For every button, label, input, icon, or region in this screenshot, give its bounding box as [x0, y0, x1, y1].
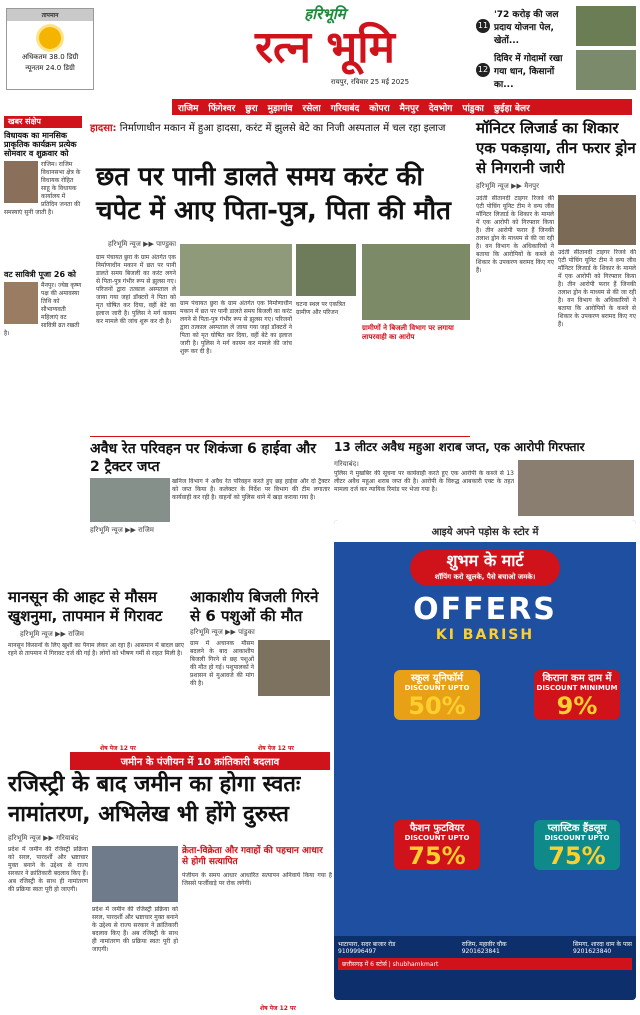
lead-headline[interactable]	[96, 160, 476, 228]
ad-address-bar: छत्तीसगढ़ में 6 स्टोर्स | shubhamkmart	[338, 958, 632, 970]
brief-text: मैनपुर। ज्येष्ठ कृष्ण पक्ष की अमावस्या तिथि को सौभाग्यवती महिलाएं वट सावित्री व्रत रखती है।	[4, 282, 82, 337]
ad-brand-sub: शॉपिंग करो खुलके, पैसे बचाओ जमके।	[434, 573, 536, 581]
bag-name: किराना कम दाम में	[542, 673, 612, 684]
store-name: राजिम, महावीर चौक	[461, 941, 507, 948]
ad-brand-name: शुभम के मार्ट	[446, 551, 524, 570]
kicker-label: हादसा:	[90, 123, 117, 134]
edition-item[interactable]: देवभोग	[428, 103, 453, 114]
land-photo	[92, 846, 178, 902]
ear-photo	[576, 50, 636, 90]
right-headline[interactable]: मॉनिटर लिजार्ड का शिकार एक पकड़ाया, तीन फरार ड्रोन से निगरानी जारी	[476, 119, 636, 177]
edition-item[interactable]: मैनपुर	[399, 103, 419, 114]
store-item	[462, 940, 507, 955]
ad-offer-bag	[394, 670, 480, 720]
brief-title[interactable]: वट सावित्री पूजा 26 को	[4, 270, 77, 279]
weather-label: तापमान	[7, 9, 93, 21]
liquor-body: पुलिस ने मुखबिर की सूचना पर कार्यवाही करते हुए एक आरोपी के कब्जे से 13 लीटर अवैध महुआ शराब जप्त की है। आरोपी के विरुद्ध आबकारी एक्ट के तहत मामला दर्ज कर न्यायिक रिमांड पर भेजा गया है।	[334, 470, 514, 493]
store-item	[573, 940, 632, 955]
lead-photo-3	[362, 244, 470, 320]
lead-kicker	[90, 120, 470, 134]
bag-name: प्लास्टिक हैंडलूम	[547, 823, 607, 834]
right-body: उदंती सीतानदी टाइगर रिजर्व की एंटी पोचिंग यूनिट टीम ने वन्य जीव मॉनिटर लिजार्ड के शिकार के मामले में एक आरोपी को गिरफ्तार किया है। तीन आरोपी फरार हैं जिनकी तलाश ड्रोन के माध्यम से की जा रही है। वन विभाग के अधिकारियों ने बताया कि आरोपियों के कब्जे से शिकार के उपकरण बरामद किए गए हैं।	[476, 195, 554, 274]
bag-pct: 75%	[408, 842, 466, 870]
temp-max: अधिकतम 38.0 डिग्री	[21, 53, 79, 61]
brief-title[interactable]: विधायक का मानसिक प्राकृतिक कार्यक्रम प्रत्येक सोमवार व शुक्रवार को	[4, 131, 77, 158]
monsoon-continued[interactable]: शेष पेज 12 पर	[100, 745, 136, 752]
ear-item[interactable]	[476, 4, 636, 48]
land-headline-2: नामांतरण, अभिलेख भी होंगे दुरुस्त	[8, 802, 289, 827]
sand-body: खनिज विभाग ने अवैध रेत परिवहन करते हुए छह हाईवा और दो ट्रैक्टर को जप्त किया है। कलेक्टर के निर्देश पर विभाग की टीम लगातार कार्यवाही कर रही है। वाहनों को पुलिस थाने में खड़ा कराया गया है।	[172, 478, 330, 501]
sand-headline[interactable]: अवैध रेत परिवहन पर शिकंजा 6 हाईवा और 2 ट्रैक्टर जप्त	[90, 441, 316, 475]
divider	[90, 436, 470, 437]
edition-item[interactable]: राजिम	[178, 103, 199, 114]
ad-stores	[334, 936, 636, 1000]
ad-top-band: आइये अपने पड़ोस के स्टोर में	[334, 520, 636, 542]
lead-caption: घटना स्थल पर एकत्रित ग्रामीण और परिजन	[296, 301, 346, 316]
store-name: सिमगा, शारदा धाम के पास	[573, 941, 632, 948]
right-body-col2: उदंती सीतानदी टाइगर रिजर्व की एंटी पोचिंग यूनिट टीम ने वन्य जीव मॉनिटर लिजार्ड के शिकार के मामले में एक आरोपी को गिरफ्तार किया है। तीन आरोपी फरार हैं जिनकी तलाश ड्रोन के माध्यम से की जा रही है। वन विभाग के अधिकारियों ने बताया कि आरोपियों के कब्जे से शिकार के उपकरण बरामद किए गए हैं।	[558, 249, 636, 328]
liquor-byline: गरियाबंद।	[334, 460, 359, 468]
store-phone[interactable]: 9109996497	[338, 948, 377, 955]
land-byline: हरिभूमि न्यूज ▶▶ गरियाबंद	[8, 834, 79, 842]
store-name: भाटापारा, सदर बाजार रोड	[338, 941, 396, 948]
bag-pct: 50%	[408, 692, 466, 720]
edition-item[interactable]: छुरा	[245, 103, 258, 114]
person-photo	[4, 161, 38, 203]
edition-item[interactable]: कोपरा	[369, 103, 390, 114]
liquor-headline[interactable]: 13 लीटर अवैध महुआ शराब जप्त, एक आरोपी गिरफ्तार	[334, 440, 585, 454]
temp-min: न्यूनतम 24.0 डिग्री	[25, 64, 75, 72]
store-phone[interactable]: 9201623841	[461, 948, 500, 955]
sand-byline: हरिभूमि न्यूज ▶▶ राजिम	[90, 526, 154, 534]
land-headline-1: रजिस्ट्री के बाद जमीन का होगा स्वतः	[8, 772, 301, 797]
newspaper-logo	[180, 4, 470, 78]
ad-offer-bag	[394, 820, 480, 870]
ear-text: '72 करोड़ की जल प्रदाय योजना पेल, खेतों...	[494, 9, 559, 46]
news-brief-sidebar	[4, 116, 82, 716]
bag-label: DISCOUNT UPTO	[404, 834, 470, 842]
lead-photo-1	[180, 244, 292, 296]
lightning-continued[interactable]: शेष पेज 12 पर	[258, 745, 294, 752]
land-continued[interactable]: शेष पेज 12 पर	[260, 1005, 296, 1012]
land-headline[interactable]	[8, 770, 332, 830]
ear-photo	[576, 6, 636, 46]
logo-big: रत्न भूमि	[255, 22, 395, 73]
lead-body: ग्राम पंचायत छुरा के ग्राम अंतर्गत एक निर्माणाधीन मकान में छत पर पानी डालते समय बिजली का करंट लगने से पिता-पुत्र गंभीर रूप से झुलस गए। परिजनों द्वारा तत्काल अस्पताल ले जाया गया जहां डॉक्टरों ने पिता को मृत घोषित कर दिया, वहीं बेटे का इलाज जारी है। पुलिस ने मर्ग कायम कर मामले की जांच शुरू कर दी है।	[96, 254, 176, 325]
right-story	[476, 118, 636, 495]
ad-offers: OFFERS	[413, 592, 557, 627]
ear-panel	[476, 4, 636, 96]
masthead	[0, 0, 640, 100]
bag-label: DISCOUNT UPTO	[404, 684, 470, 692]
store-phone[interactable]: 9201623840	[573, 948, 612, 955]
bag-label: DISCOUNT MINIMUM	[536, 684, 618, 692]
bag-pct: 9%	[556, 692, 598, 720]
headline-line-2: चपेट में आए पिता-पुत्र, पिता की मौत	[96, 196, 451, 226]
sun-icon	[39, 27, 61, 49]
edition-item[interactable]: पांडुका	[462, 103, 484, 114]
store-item	[338, 940, 395, 955]
ad-tagline: KI BARISH	[435, 627, 535, 643]
edition-item[interactable]: रसेला	[302, 103, 321, 114]
lead-photo-2	[296, 244, 356, 296]
right-photo	[558, 195, 636, 245]
bag-pct: 75%	[548, 842, 606, 870]
sidebar-label: खबर संक्षेप	[4, 116, 82, 128]
ear-page-num: 11	[476, 19, 490, 33]
ad-brand	[410, 550, 560, 586]
lightning-byline: हरिभूमि न्यूज ▶▶ पांडुका	[190, 628, 255, 636]
sand-photo	[90, 478, 170, 522]
ear-page-num: 12	[476, 63, 490, 77]
logo-small: हरिभूमि	[304, 5, 346, 23]
ad-offer-bag	[534, 820, 620, 870]
bag-name: स्कूल यूनिफॉर्म	[410, 673, 464, 684]
lead-byline: हरिभूमि न्यूज ▶▶ पाण्डुका	[108, 240, 177, 248]
land-side-headline[interactable]: क्रेता-विक्रेता और गवाहों की पहचान आधार से होगी सत्यापित	[182, 846, 323, 867]
ear-text: दिविर में गोदामों रखा गया धान, किसानों का...	[494, 53, 563, 90]
right-byline: हरिभूमि न्यूज ▶▶ मैनपुर	[476, 182, 539, 190]
person-photo	[4, 282, 38, 324]
lead-body-col2: ग्राम पंचायत छुरा के ग्राम अंतर्गत एक निर्माणाधीन मकान में छत पर पानी डालते समय बिजली का करंट लगने से पिता-पुत्र गंभीर रूप से झुलस गए। परिजनों द्वारा तत्काल अस्पताल ले जाया गया जहां डॉक्टरों ने पिता को मृत घोषित कर दिया, वहीं बेटे का इलाज जारी है। पुलिस ने मर्ग कायम कर मामले की जांच शुरू कर दी है।	[180, 300, 292, 355]
edition-item[interactable]: गरियाबंद	[330, 103, 360, 114]
shubham-mart-ad[interactable]	[334, 520, 636, 1000]
liquor-photo	[518, 460, 634, 516]
monsoon-body: मानसून किसानों के लिए खुशी का पैगाम लेकर आ रहा है। आसमान में बादल छाए रहने से तापमान में गिरावट दर्ज की गई है। लोगों को भीषण गर्मी से राहत मिली है।	[8, 642, 184, 657]
side-caption: ग्रामीणों ने बिजली विभाग पर लगाया लापरवाही का आरोप	[362, 324, 454, 341]
land-banner: जमीन के पंजीयन में 10 क्रांतिकारी बदलाव	[70, 752, 330, 770]
bag-name: फैशन फुटवियर	[409, 823, 465, 834]
brief-text: राजिम। राजिम विधानसभा क्षेत्र के विधायक रोहित साहू के विधायक कार्यालय में प्रतिदिन जनता की समस्याएं सुनी जाती है।	[4, 161, 81, 216]
edition-item[interactable]: छुईहा बेलर	[493, 103, 530, 114]
ear-item[interactable]	[476, 48, 636, 92]
monsoon-byline: हरिभूमि न्यूज ▶▶ राजिम	[20, 630, 84, 638]
lightning-headline[interactable]: आकाशीय बिजली गिरने से 6 पशुओं की मौत	[190, 588, 319, 625]
dateline: रायपुर, रविवार 25 मई 2025	[330, 78, 410, 86]
edition-item[interactable]: फिंगेश्वर	[208, 103, 236, 114]
land-body-col2: प्रदेश में जमीन की रजिस्ट्री प्रक्रिया को सरल, पारदर्शी और भ्रष्टाचार मुक्त बनाने के उद्देश्य से राज्य सरकार ने क्रांतिकारी बदलाव किए हैं। अब रजिस्ट्री के साथ ही नामांतरण की प्रक्रिया स्वतः पूरी हो जाएगी।	[92, 906, 178, 953]
editions-bar	[172, 99, 632, 115]
monsoon-headline[interactable]: मानसून की आहट से मौसम खुशनुमा, तापमान में गिरावट	[8, 588, 163, 625]
edition-item[interactable]: मुड़ागांव	[267, 103, 293, 114]
bag-label: DISCOUNT UPTO	[544, 834, 610, 842]
ad-offer-bag	[534, 670, 620, 720]
kicker-text: निर्माणाधीन मकान में हुआ हादसा, करंट में झुलसे बेटे का निजी अस्पताल में चल रहा इलाज	[119, 123, 446, 134]
land-body: प्रदेश में जमीन की रजिस्ट्री प्रक्रिया को सरल, पारदर्शी और भ्रष्टाचार मुक्त बनाने के उद्देश्य से राज्य सरकार ने क्रांतिकारी बदलाव किए हैं। अब रजिस्ट्री के साथ ही नामांतरण की प्रक्रिया स्वतः पूरी हो जाएगी।	[8, 846, 88, 893]
headline-line-1: छत पर पानी डालते समय करंट की	[96, 162, 424, 192]
lightning-photo	[258, 640, 330, 696]
lightning-body: ग्राम में अचानक मौसम बदलने के बाद आकाशीय बिजली गिरने से छह पशुओं की मौत हो गई। पशुपालकों ने प्रशासन से मुआवजे की मांग की है।	[190, 640, 254, 687]
land-side-body: पंजीयन के समय आधार आधारित सत्यापन अनिवार्य किया गया है जिससे फर्जीवाड़े पर रोक लगेगी।	[182, 872, 332, 887]
weather-box	[6, 8, 94, 90]
